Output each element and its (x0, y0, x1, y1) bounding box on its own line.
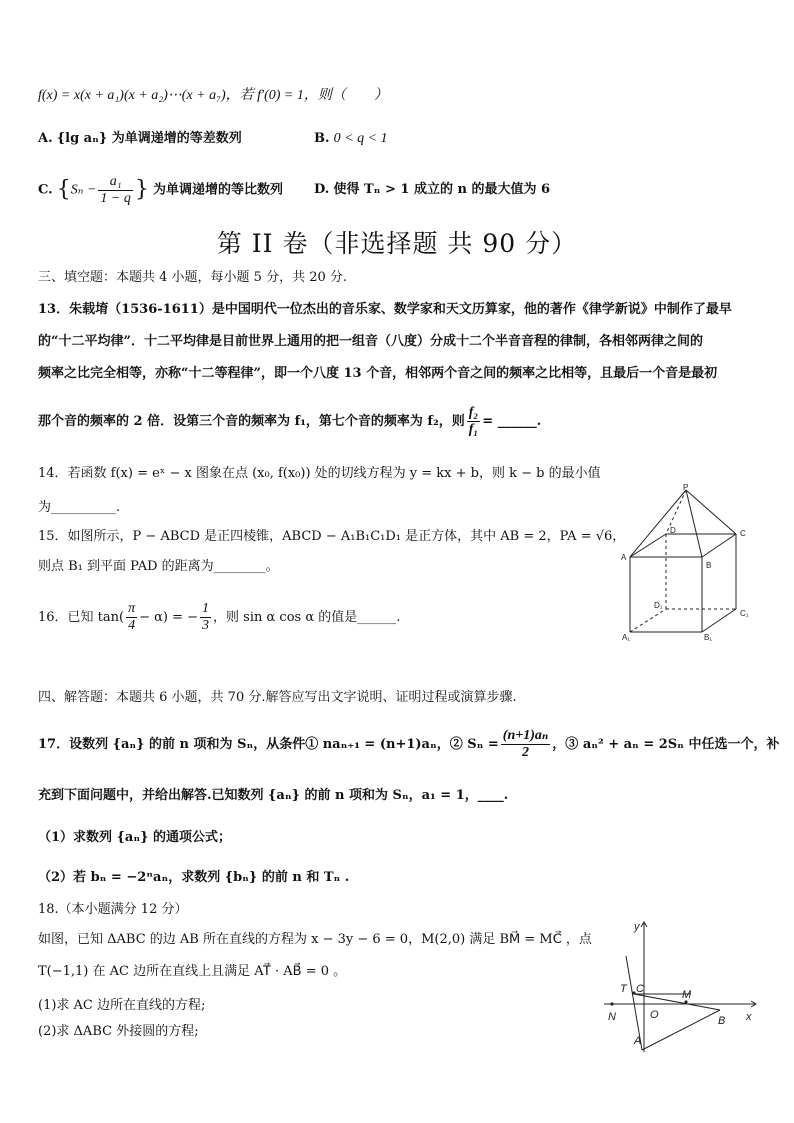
q12-stem: f(x) = x(x + a₁)(x + a₂)⋯(x + a₇)，若 f′(0) = 1，则（ ） (38, 88, 388, 103)
q18-sub1: (1)求 AC 边所在直线的方程; (38, 998, 206, 1013)
part4-heading: 四、解答题：本题共 6 小题，共 70 分.解答应写出文字说明、证明过程或演算步骤. (38, 690, 517, 705)
q15-line2: 则点 B₁ 到平面 PAD 的距离为________。 (38, 559, 279, 574)
q18-figure (596, 916, 764, 1056)
q17-frac-den: 2 (522, 745, 530, 760)
q17-line2: 充到下面问题中，并给出解答.已知数列 {aₙ} 的前 n 项和为 Sₙ，a₁ = 1，____. (38, 788, 509, 803)
part3-heading: 三、填空题：本题共 4 小题，每小题 5 分，共 20 分. (38, 270, 348, 285)
fig15-label-a: A (621, 553, 627, 562)
q12-opt-c-den: 1 − q (100, 190, 131, 206)
fig18-label-b: B (718, 1015, 726, 1027)
fig18-point-n (610, 1002, 613, 1005)
fig18-label-t: T (620, 983, 627, 995)
q16-frac-left (126, 601, 137, 634)
fig18-label-y: y (634, 921, 640, 933)
fig18-label-n: N (608, 1011, 616, 1023)
fig15-label-c1: C₁ (740, 609, 749, 618)
q12-options-cd: C. {Sₙ − $\frac{\text{a₁}}{1 - q}$ } 为单调递增的等比数列 D. 使得 Tₙ > 1 成立的 n 的最大值为 6 (38, 173, 551, 206)
q17-sub2: （2）若 bₙ = −2ⁿaₙ，求数列 {bₙ} 的前 n 和 Tₙ . (38, 870, 350, 885)
q17-line1-pre: 17．设数列 {aₙ} 的前 n 项和为 Sₙ，从条件① naₙ₊₁ = (n+1)aₙ，② Sₙ = (38, 737, 499, 752)
section-title: 第 II 卷（非选择题 共 90 分） (216, 229, 578, 258)
q12-opt-c-pre: Sₙ − (70, 182, 97, 198)
q13-line4 (38, 404, 764, 440)
q16-frac-right (200, 601, 211, 634)
q18-line2: T(−1,1) 在 AC 边所在直线上且满足 AT⃗ · AB⃗ = 0 。 (38, 964, 347, 979)
q13-line4-post: = ______. (482, 414, 542, 429)
fig18-label-x: x (746, 1011, 752, 1023)
q18-line1: 如图，已知 ΔABC 的边 AB 所在直线的方程为 x − 3y − 6 = 0，M(2,0) 满足 BM⃗ = MC⃗ ，点 (38, 932, 592, 947)
q13-frac-den: f₁ (468, 422, 479, 437)
q16-frac-num: π (128, 601, 136, 616)
q12-opt-b-text: 0 < q < 1 (333, 131, 388, 146)
q13-fraction (467, 405, 481, 438)
fig15-label-a1: A₁ (622, 633, 631, 642)
q12-opt-a-text: {lg aₙ} 为单调递增的等差数列 (56, 131, 242, 146)
q12-opt-d-text: 使得 Tₙ > 1 成立的 n 的最大值为 6 (333, 182, 551, 197)
q17-frac-num: (n+1)aₙ (502, 728, 549, 743)
fig15-label-c: C (740, 529, 746, 538)
q12-opt-d-label: D. (314, 182, 330, 197)
q16-rhs-den: 3 (202, 618, 210, 633)
q12-opt-c-num: a₁ (98, 174, 132, 191)
fig15-label-d1: D₁ (654, 601, 663, 610)
fig18-label-o: O (650, 1009, 659, 1021)
fig18-label-c: C (636, 983, 644, 995)
q18-header: 18.（本小题满分 12 分） (38, 902, 188, 917)
q17-fraction (501, 728, 551, 761)
q15-figure (616, 484, 766, 644)
q12-opt-c-frac (98, 174, 132, 207)
fig18-label-m: M (682, 989, 692, 1001)
fig15-label-b: B (706, 561, 712, 570)
q15-line1: 15．如图所示，P − ABCD 是正四棱锥，ABCD − A₁B₁C₁D₁ 是正方体，其中 AB = 2，PA = √6， (38, 529, 626, 544)
fig15-label-b1: B₁ (704, 633, 713, 642)
q12-options-ab (38, 129, 764, 149)
q13-line2: 的“十二平均律”．十二平均律是目前世界上通用的把一组音（八度）分成十二个半音音程的律制，各相邻两律之间的 (38, 334, 703, 349)
q13-line3: 频率之比完全相等，亦称“十二等程律”，即一个八度 13 个音，相邻两个音之间的频率之比相等，且最后一个音是最初 (38, 366, 718, 381)
q14-line1: 14．若函数 f(x) = eˣ − x 图象在点 (x₀, f(x₀)) 处的切线方程为 y = kx + b，则 k − b 的最小值 (38, 466, 601, 481)
q12-opt-a-label: A. (38, 131, 53, 146)
fig18-label-a: A (634, 1035, 642, 1047)
q16-post: ，则 sin α cos α 的值是______. (213, 610, 401, 625)
q16-pre: 16．已知 tan( (38, 610, 125, 625)
q18-sub2: (2)求 ΔABC 外接圆的方程; (38, 1024, 199, 1039)
q12-opt-b-label: B. (314, 131, 330, 146)
q14-line2: 为__________. (38, 500, 121, 515)
fig15-label-d: D (670, 526, 676, 535)
q16-frac-den: 4 (128, 618, 136, 633)
q13-line4-pre: 那个音的频率的 2 倍．设第三个音的频率为 f₁，第七个音的频率为 f₂，则 (38, 414, 465, 429)
q13-frac-num: f₂ (468, 405, 479, 420)
q16-mid: − α) = − (139, 610, 199, 625)
q17-line1-post: ，③ aₙ² + aₙ = 2Sₙ 中任选一个，补 (552, 737, 780, 752)
q12-opt-c-label: C. (38, 182, 53, 198)
fig15-label-p: P (683, 484, 689, 492)
q13-line1: 13．朱载堉（1536-1611）是中国明代一位杰出的音乐家、数学家和天文历算家，他的著作《律学新说》中制作了最早 (38, 302, 732, 317)
q16-rhs-num: 1 (202, 601, 210, 616)
q17-line1 (38, 726, 780, 764)
q12-opt-c-post: 为单调递增的等比数列 (153, 182, 284, 198)
q17-sub1: （1）求数列 {aₙ} 的通项公式； (38, 830, 231, 845)
